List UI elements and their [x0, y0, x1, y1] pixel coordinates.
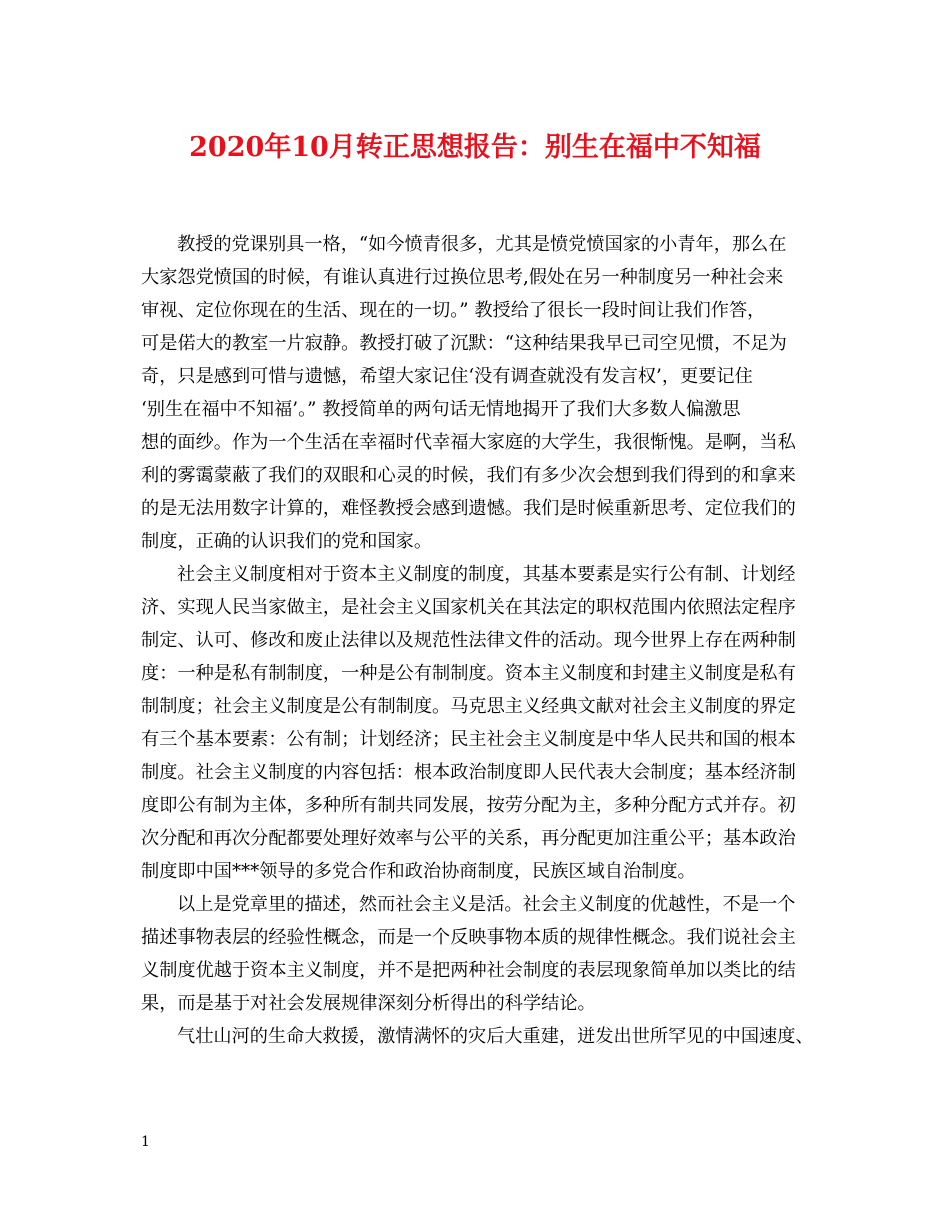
- text-line: 利的雾霭蒙蔽了我们的双眼和心灵的时候，我们有多少次会想到我们得到的和拿来: [141, 465, 796, 486]
- text-line: 度：一种是私有制制度，一种是公有制制度。资本主义制度和封建主义制度是私有: [141, 663, 796, 684]
- text-line: ‘别生在福中不知福’。” 教授简单的两句话无情地揭开了我们大多数人偏激思: [141, 399, 741, 420]
- document-body: [141, 228, 821, 1053]
- paragraph-2: [141, 558, 821, 888]
- text-line: 奇，只是感到可惜与遗憾，希望大家记住‘没有调查就没有发言权’，更要记住: [141, 366, 753, 387]
- text-line: 制制度；社会主义制度是公有制制度。马克思主义经典文献对社会主义制度的界定: [141, 696, 796, 717]
- text-line: 制定、认可、修改和废止法律以及规范性法律文件的活动。现今世界上存在两种制: [141, 630, 796, 651]
- page-number: 1: [141, 1134, 150, 1150]
- text-line: 制度，正确的认识我们的党和国家。: [141, 531, 433, 552]
- text-line: 次分配和再次分配都要处理好效率与公平的关系，再分配更加注重公平；基本政治: [141, 828, 796, 849]
- text-line: 济、实现人民当家做主，是社会主义国家机关在其法定的职权范围内依照法定程序: [141, 597, 796, 618]
- text-line: 有三个基本要素：公有制；计划经济；民主社会主义制度是中华人民共和国的根本: [141, 729, 796, 750]
- text-line: 的是无法用数字计算的，难怪教授会感到遗憾。我们是时候重新思考、定位我们的: [141, 498, 796, 519]
- text-line: 社会主义制度相对于资本主义制度的制度，其基本要素是实行公有制、计划经: [177, 564, 796, 585]
- text-line: 气壮山河的生命大救援，激情满怀的灾后大重建，迸发出世所罕见的中国速度、: [177, 1026, 814, 1047]
- text-line: 大家怨党愤国的时候，有谁认真进行过换位思考,假处在另一种制度另一种社会来: [141, 267, 784, 288]
- text-line: 义制度优越于资本主义制度，并不是把两种社会制度的表层现象简单加以类比的结: [141, 960, 796, 981]
- text-line: 果，而是基于对社会发展规律深刻分析得出的科学结论。: [141, 993, 596, 1014]
- document-title: 2020年10月转正思想报告：别生在福中不知福: [189, 132, 761, 163]
- text-line: 教授的党课别具一格，“如今愤青很多，尤其是愤党愤国家的小青年，那么在: [177, 234, 787, 255]
- text-line: 以上是党章里的描述，然而社会主义是活。社会主义制度的优越性，不是一个: [177, 894, 796, 915]
- text-line: 制度。社会主义制度的内容包括：根本政治制度即人民代表大会制度；基本经济制: [141, 762, 796, 783]
- paragraph-1: [141, 228, 821, 558]
- text-line: 审视、定位你现在的生活、现在的一切。” 教授给了很长一段时间让我们作答，: [141, 300, 766, 321]
- paragraph-4: [141, 1020, 821, 1053]
- paragraph-3: [141, 888, 821, 1020]
- text-line: 度即公有制为主体，多种所有制共同发展，按劳分配为主，多种分配方式并存。初: [141, 795, 796, 816]
- text-line: 想的面纱。作为一个生活在幸福时代幸福大家庭的大学生，我很惭愧。是啊，当私: [141, 432, 796, 453]
- text-line: 描述事物表层的经验性概念，而是一个反映事物本质的规律性概念。我们说社会主: [141, 927, 796, 948]
- text-line: 制度即中国***领导的多党合作和政治协商制度，民族区域自治制度。: [141, 861, 696, 882]
- text-line: 可是偌大的教室一片寂静。教授打破了沉默：“这种结果我早已司空见惯，不足为: [141, 333, 787, 354]
